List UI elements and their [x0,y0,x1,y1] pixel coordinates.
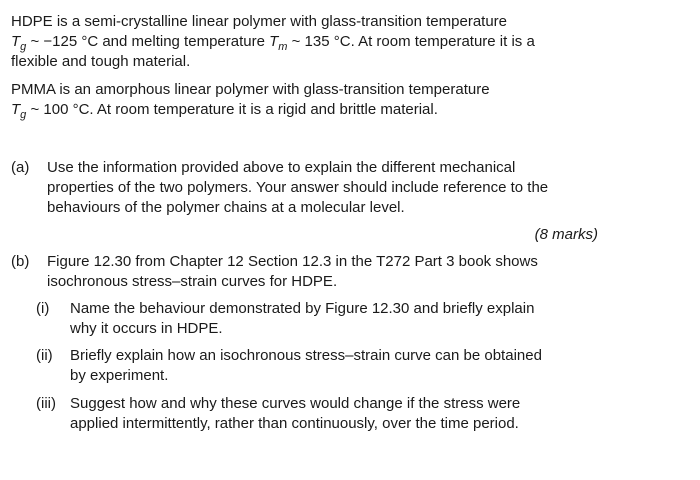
part-iii-text [70,394,670,434]
question-a-line: properties of the two polymers. Your answer should include reference to the [47,179,549,196]
hdpe-tm-value: ~ 135 °C. At room temperature it is a [287,33,535,50]
part-iii-line: applied intermittently, rather than continuously, over the time period. [70,415,519,432]
question-b-label: (b) [11,253,30,270]
question-a-line: Use the information provided above to explain the different mechanical [47,159,516,176]
question-a-line: behaviours of the polymer chains at a molecular level. [47,199,405,216]
pmma-paragraph [11,80,691,120]
hdpe-line-1: HDPE is a semi-crystalline linear polymer with glass-transition temperature [11,13,508,30]
pmma-line-2 [11,100,691,120]
part-iii-label: (iii) [36,395,56,412]
pmma-tg-rest: ~ 100 °C. At room temperature it is a rigid and brittle material. [26,101,438,118]
question-b-text [47,252,647,292]
hdpe-tg-value: ~ −125 °C and melting temperature [26,33,270,50]
question-b-line: isochronous stress–strain curves for HDPE. [47,273,338,290]
pmma-tg-subscript: g [20,109,27,121]
tm-subscript: m [278,41,288,53]
question-b-line: Figure 12.30 from Chapter 12 Section 12.3 in the T272 Part 3 book shows [47,253,538,270]
part-ii-line: by experiment. [70,367,169,384]
question-a-text [47,158,647,218]
hdpe-paragraph [11,12,691,72]
tg-subscript: g [20,41,27,53]
tm-symbol: T [269,33,279,50]
hdpe-line-2 [11,32,691,52]
part-iii-line: Suggest how and why these curves would change if the stress were [70,395,521,412]
question-a-marks: (8 marks) [534,226,598,243]
pmma-tg-symbol: T [11,101,21,118]
part-ii-line: Briefly explain how an isochronous stress–strain curve can be obtained [70,347,542,364]
part-i-label: (i) [36,300,50,317]
tg-symbol: T [11,33,21,50]
pmma-line-1: PMMA is an amorphous linear polymer with glass-transition temperature [11,81,490,98]
part-i-line: Name the behaviour demonstrated by Figure 12.30 and briefly explain [70,300,535,317]
part-ii-text [70,346,670,386]
part-ii-label: (ii) [36,347,53,364]
part-i-text [70,299,670,339]
part-i-line: why it occurs in HDPE. [70,320,223,337]
hdpe-line-3: flexible and tough material. [11,53,191,70]
question-a-label: (a) [11,159,30,176]
